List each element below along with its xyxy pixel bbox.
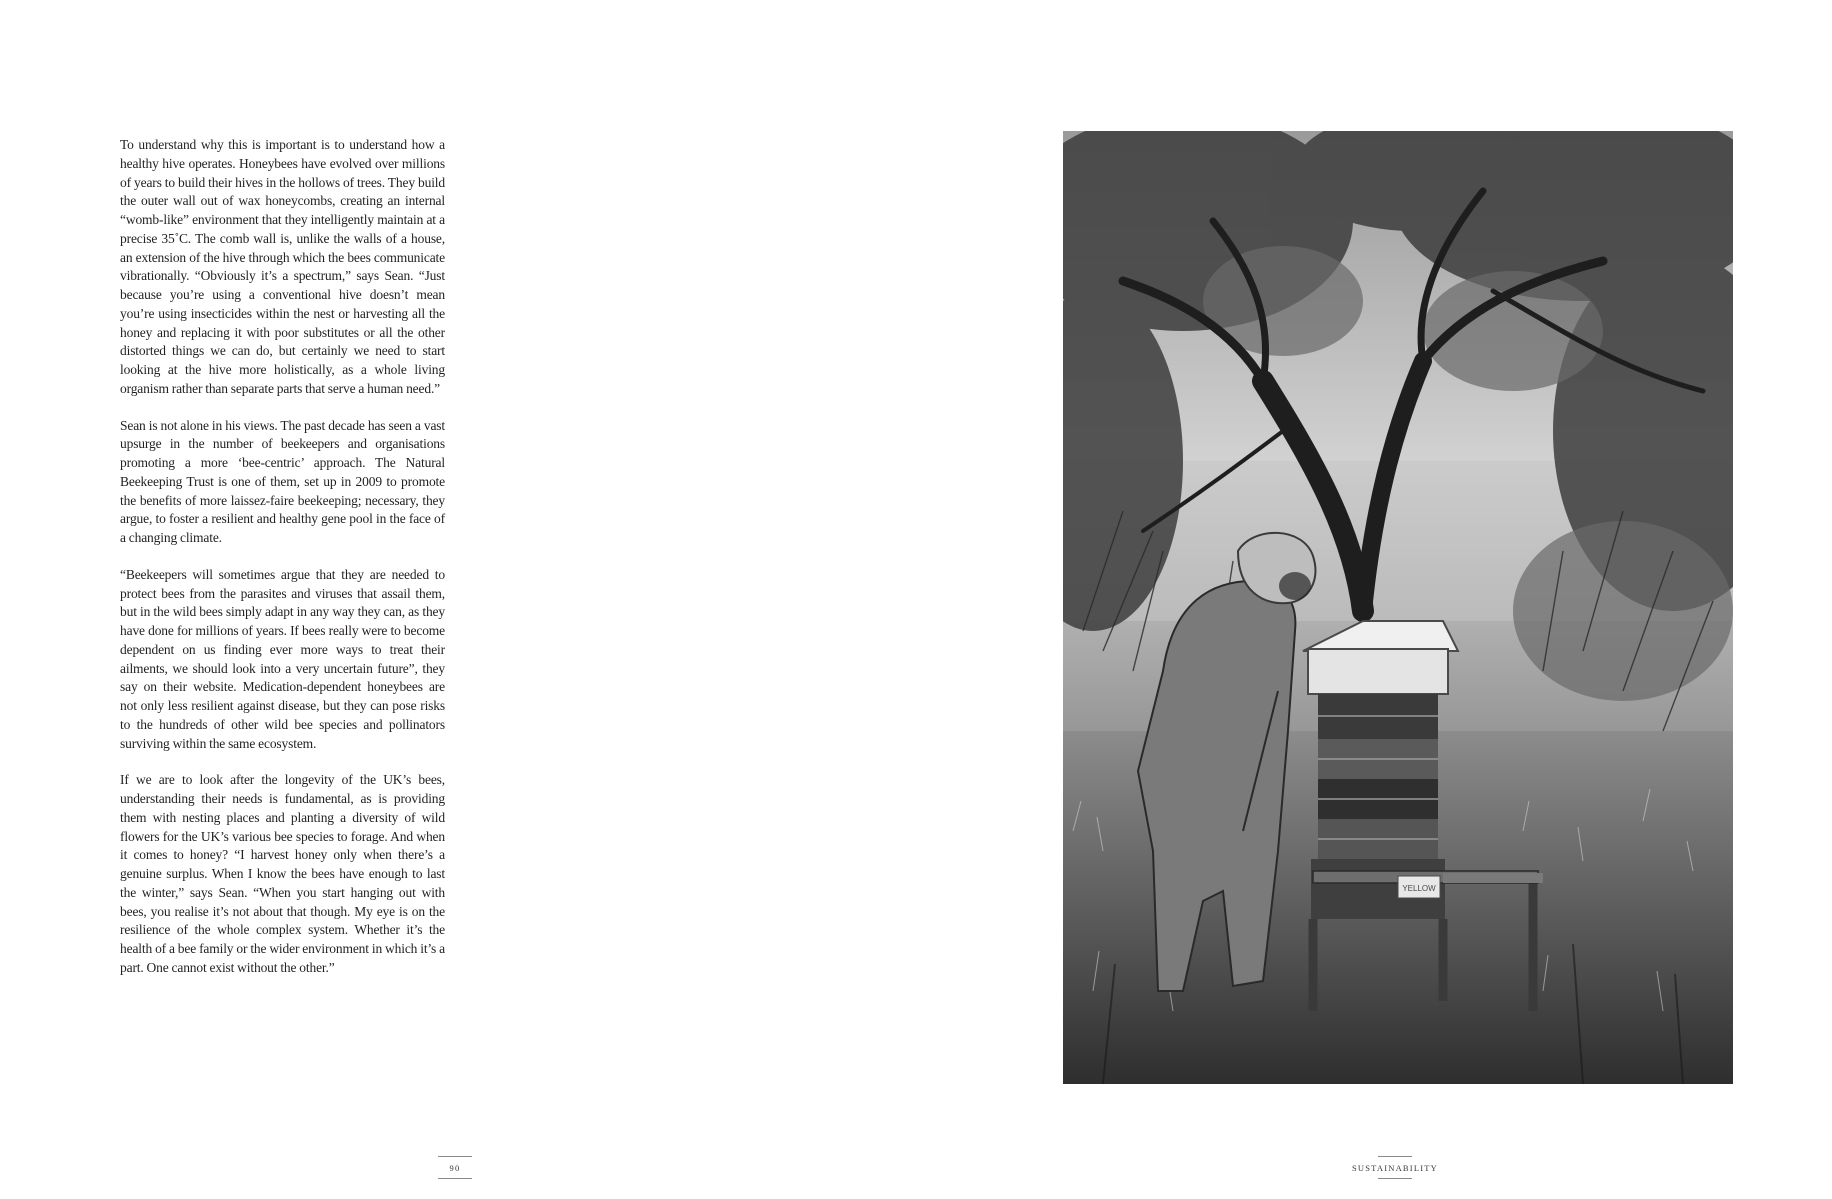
footer-section <box>1350 1156 1440 1179</box>
article-paragraph-2: Sean is not alone in his views. The past decade has seen a vast upsurge in the number of beekeepers and organisations promoting a more ‘bee-centric’ approach. The Natural Beekeeping Trust is one of them, set up in 2009 to promote the benefits of more laissez-faire beekeeping; necessary, they argue, to foster a resilient and healthy gene pool in the face of a changing climate. <box>120 417 445 545</box>
article-paragraph-3: “Beekeepers will sometimes argue that they are needed to protect bees from the parasites and viruses that assail them, but in the wild bees simply adapt in any way they can, as they have done for millions of years. If bees really were to become dependent on us finding ever more ways to treat their ailments, we should look into a very uncertain future”, they say on their website. Medication-dependent honeybees are not only less resilient against disease, but they can pose risks to the hundreds of other wild bee species and pollinators surviving within the same ecosystem. <box>120 566 445 751</box>
section-name: SUSTAINABILITY <box>1351 1163 1438 1173</box>
footer-page-number <box>438 1156 472 1179</box>
article-paragraph-4: If we are to look after the longevity of the UK’s bees, understanding their needs is fundamental, as is providing them with nesting places and planting a diversity of wild flowers for the UK’s various bee species to forage. And when it comes to honey? “I harvest honey only when there’s a genuine surplus. When I know the bees have enough to last the winter,” says Sean. “When you start hanging out with bees, you realise it’s not about that though. My eye is on the resilience of the whole complex system. Whether it’s the health of a bee family or the wider environment in which it’s a part. One cannot exist without the other.” <box>120 772 445 975</box>
page-number: 90 <box>449 1163 461 1173</box>
article-paragraph-1: To understand why this is important is to understand how a healthy hive operates. Honeybees have evolved over millions of years to build their hives in the hollows of trees. They build the outer wall out of wax honeycombs, creating an internal “womb-like” environment that they intelligently maintain at a precise 35˚C. The comb wall is, unlike the walls of a house, an extension of the hive through which the bees communicate vibrationally. “Obviously it’s a spectrum,” says Sean. “Just because you’re using a conventional hive doesn’t mean you’re using insecticides within the nest or harvesting all the honey and replacing it with poor substitutes or all the other distorted things we can do, but certainly we need to start looking at the hive more holistically, as a whole living organism rather than separate parts that serve a human need.” <box>120 137 445 396</box>
beekeeper-photo <box>1063 131 1733 1084</box>
article-text-column <box>120 136 445 996</box>
footer-rule-bottom <box>438 1178 472 1179</box>
section-rule-bottom <box>1378 1178 1412 1179</box>
hive-label-text: YELLOW <box>1402 884 1436 893</box>
